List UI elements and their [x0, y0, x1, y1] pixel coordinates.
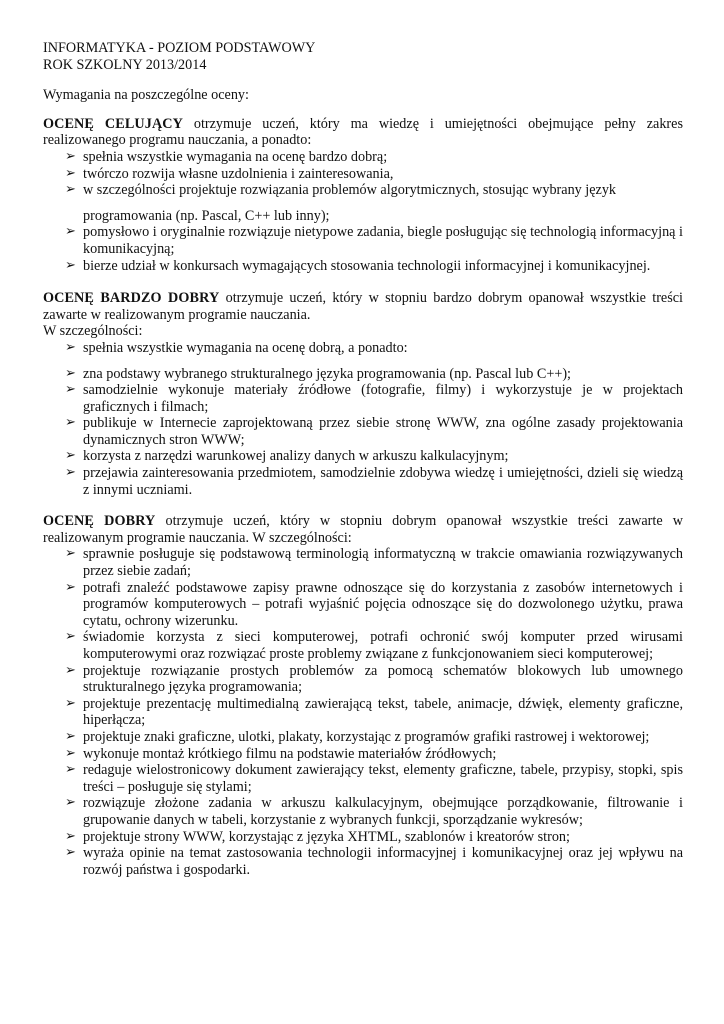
- requirements-list: [43, 546, 683, 878]
- section-subheading: W szczególności:: [43, 323, 143, 340]
- section-title: OCENĘ CELUJĄCY: [43, 115, 183, 132]
- section-paragraph: [43, 116, 683, 149]
- section-dobry: [43, 513, 683, 878]
- list-item: ➢ wyraża opinie na temat zastosowania technologii informacyjnej i komunikacyjnej oraz jej wpływu na rozwój państwa i gospodarki.: [65, 845, 683, 878]
- section-text: otrzymuje uczeń, który w stopniu bardzo dobrym opanował wszystkie treści zawarte w realizowanym programie nauczania.: [43, 290, 683, 323]
- list-item: ➢ redaguje wielostronicowy dokument zawierający tekst, elementy graficzne, tabele, przypisy, stopki, spis treści – posługuje się stylami;: [65, 762, 683, 795]
- list-item: ➢ potrafi znaleźć podstawowe zapisy prawne odnoszące się do korzystania z zasobów internetowych i programów komputerowych – potrafi wyjaśnić pojęcia odnoszące się do dozwolonego użytku, prawa cytatu, ochrony wizerunku.: [65, 580, 683, 630]
- section-title: OCENĘ DOBRY: [43, 513, 156, 530]
- list-item: ➢ spełnia wszystkie wymagania na ocenę bardzo dobrą;: [65, 149, 683, 166]
- list-item-continuation: [65, 208, 683, 225]
- section-celujacy: [43, 116, 683, 274]
- document-page: [43, 40, 683, 878]
- spacer: [43, 498, 683, 513]
- requirements-list: [43, 340, 683, 498]
- list-item: ➢ pomysłowo i oryginalnie rozwiązuje nietypowe zadania, biegle posługując się technologią informacyjną i komunikacyjną;: [65, 224, 683, 257]
- list-item: ➢ spełnia wszystkie wymagania na ocenę dobrą, a ponadto:: [65, 340, 683, 357]
- list-item: ➢ świadomie korzysta z sieci komputerowej, potrafi ochronić swój komputer przed wirusami komputerowymi oraz rozwiązać proste problemy związane z funkcjonowaniem sieci komputerowej;: [65, 629, 683, 662]
- list-item: ➢ sprawnie posługuje się podstawową terminologią informatyczną w trakcie omawiania rozwiązywanych przez siebie zadań;: [65, 546, 683, 579]
- list-item: ➢ rozwiązuje złożone zadania w arkuszu kalkulacyjnym, obejmujące porządkowanie, filtrowanie i grupowanie danych w tabeli, korzystanie z wybranych funkcji, sporządzanie wykresów;: [65, 795, 683, 828]
- list-item: ➢ wykonuje montaż krótkiego filmu na podstawie materiałów źródłowych;: [65, 746, 683, 763]
- list-item: ➢ projektuje prezentację multimedialną zawierającą tekst, tabele, animacje, dźwięk, elementy graficzne, hiperłącza;: [65, 696, 683, 729]
- list-item-text: programowania (np. Pascal, C++ lub inny);: [83, 207, 330, 224]
- requirements-list: [43, 149, 683, 274]
- list-item: ➢ zna podstawy wybranego strukturalnego języka programowania (np. Pascal lub C++);: [65, 366, 683, 383]
- intro-text: Wymagania na poszczególne oceny:: [43, 87, 249, 104]
- section-bardzo-dobry: [43, 290, 683, 498]
- document-header: [43, 40, 683, 73]
- section-paragraph: [43, 513, 683, 546]
- list-item: ➢ w szczególności projektuje rozwiązania problemów algorytmicznych, stosując wybrany język: [65, 182, 683, 199]
- list-item: ➢ przejawia zainteresowania przedmiotem, samodzielnie zdobywa wiedzę i umiejętności, dzieli się wiedzą z innymi uczniami.: [65, 465, 683, 498]
- list-item: ➢ twórczo rozwija własne uzdolnienia i zainteresowania,: [65, 166, 683, 183]
- section-title: OCENĘ BARDZO DOBRY: [43, 290, 220, 307]
- list-item: ➢ korzysta z narzędzi warunkowej analizy danych w arkuszu kalkulacyjnym;: [65, 448, 683, 465]
- section-text: otrzymuje uczeń, który w stopniu dobrym opanował wszystkie treści zawarte w realizowanym programie nauczania. W szczególności:: [43, 513, 683, 546]
- list-item: ➢ samodzielnie wykonuje materiały źródłowe (fotografie, filmy) i wykorzystuje je w projektach graficznych i filmach;: [65, 382, 683, 415]
- list-item: ➢ bierze udział w konkursach wymagających stosowania technologii informacyjnej i komunikacyjnej.: [65, 258, 683, 275]
- list-item: ➢ projektuje rozwiązanie prostych problemów za pomocą schematów blokowych lub umownego strukturalnego języka programowania;: [65, 663, 683, 696]
- list-item: ➢ projektuje strony WWW, korzystając z języka XHTML, szablonów i kreatorów stron;: [65, 829, 683, 846]
- school-year: ROK SZKOLNY 2013/2014: [43, 56, 207, 73]
- section-paragraph: [43, 290, 683, 323]
- spacer: [43, 274, 683, 290]
- subject-title: INFORMATYKA - POZIOM PODSTAWOWY: [43, 40, 316, 56]
- list-item: ➢ projektuje znaki graficzne, ulotki, plakaty, korzystając z programów grafiki rastrowej i wektorowej;: [65, 729, 683, 746]
- list-item: ➢ publikuje w Internecie zaprojektowaną przez siebie stronę WWW, zna ogólne zasady projektowania dynamicznych stron WWW;: [65, 415, 683, 448]
- section-text: otrzymuje uczeń, który ma wiedzę i umiejętności obejmujące pełny zakres realizowanego programu nauczania, a ponadto:: [43, 115, 683, 149]
